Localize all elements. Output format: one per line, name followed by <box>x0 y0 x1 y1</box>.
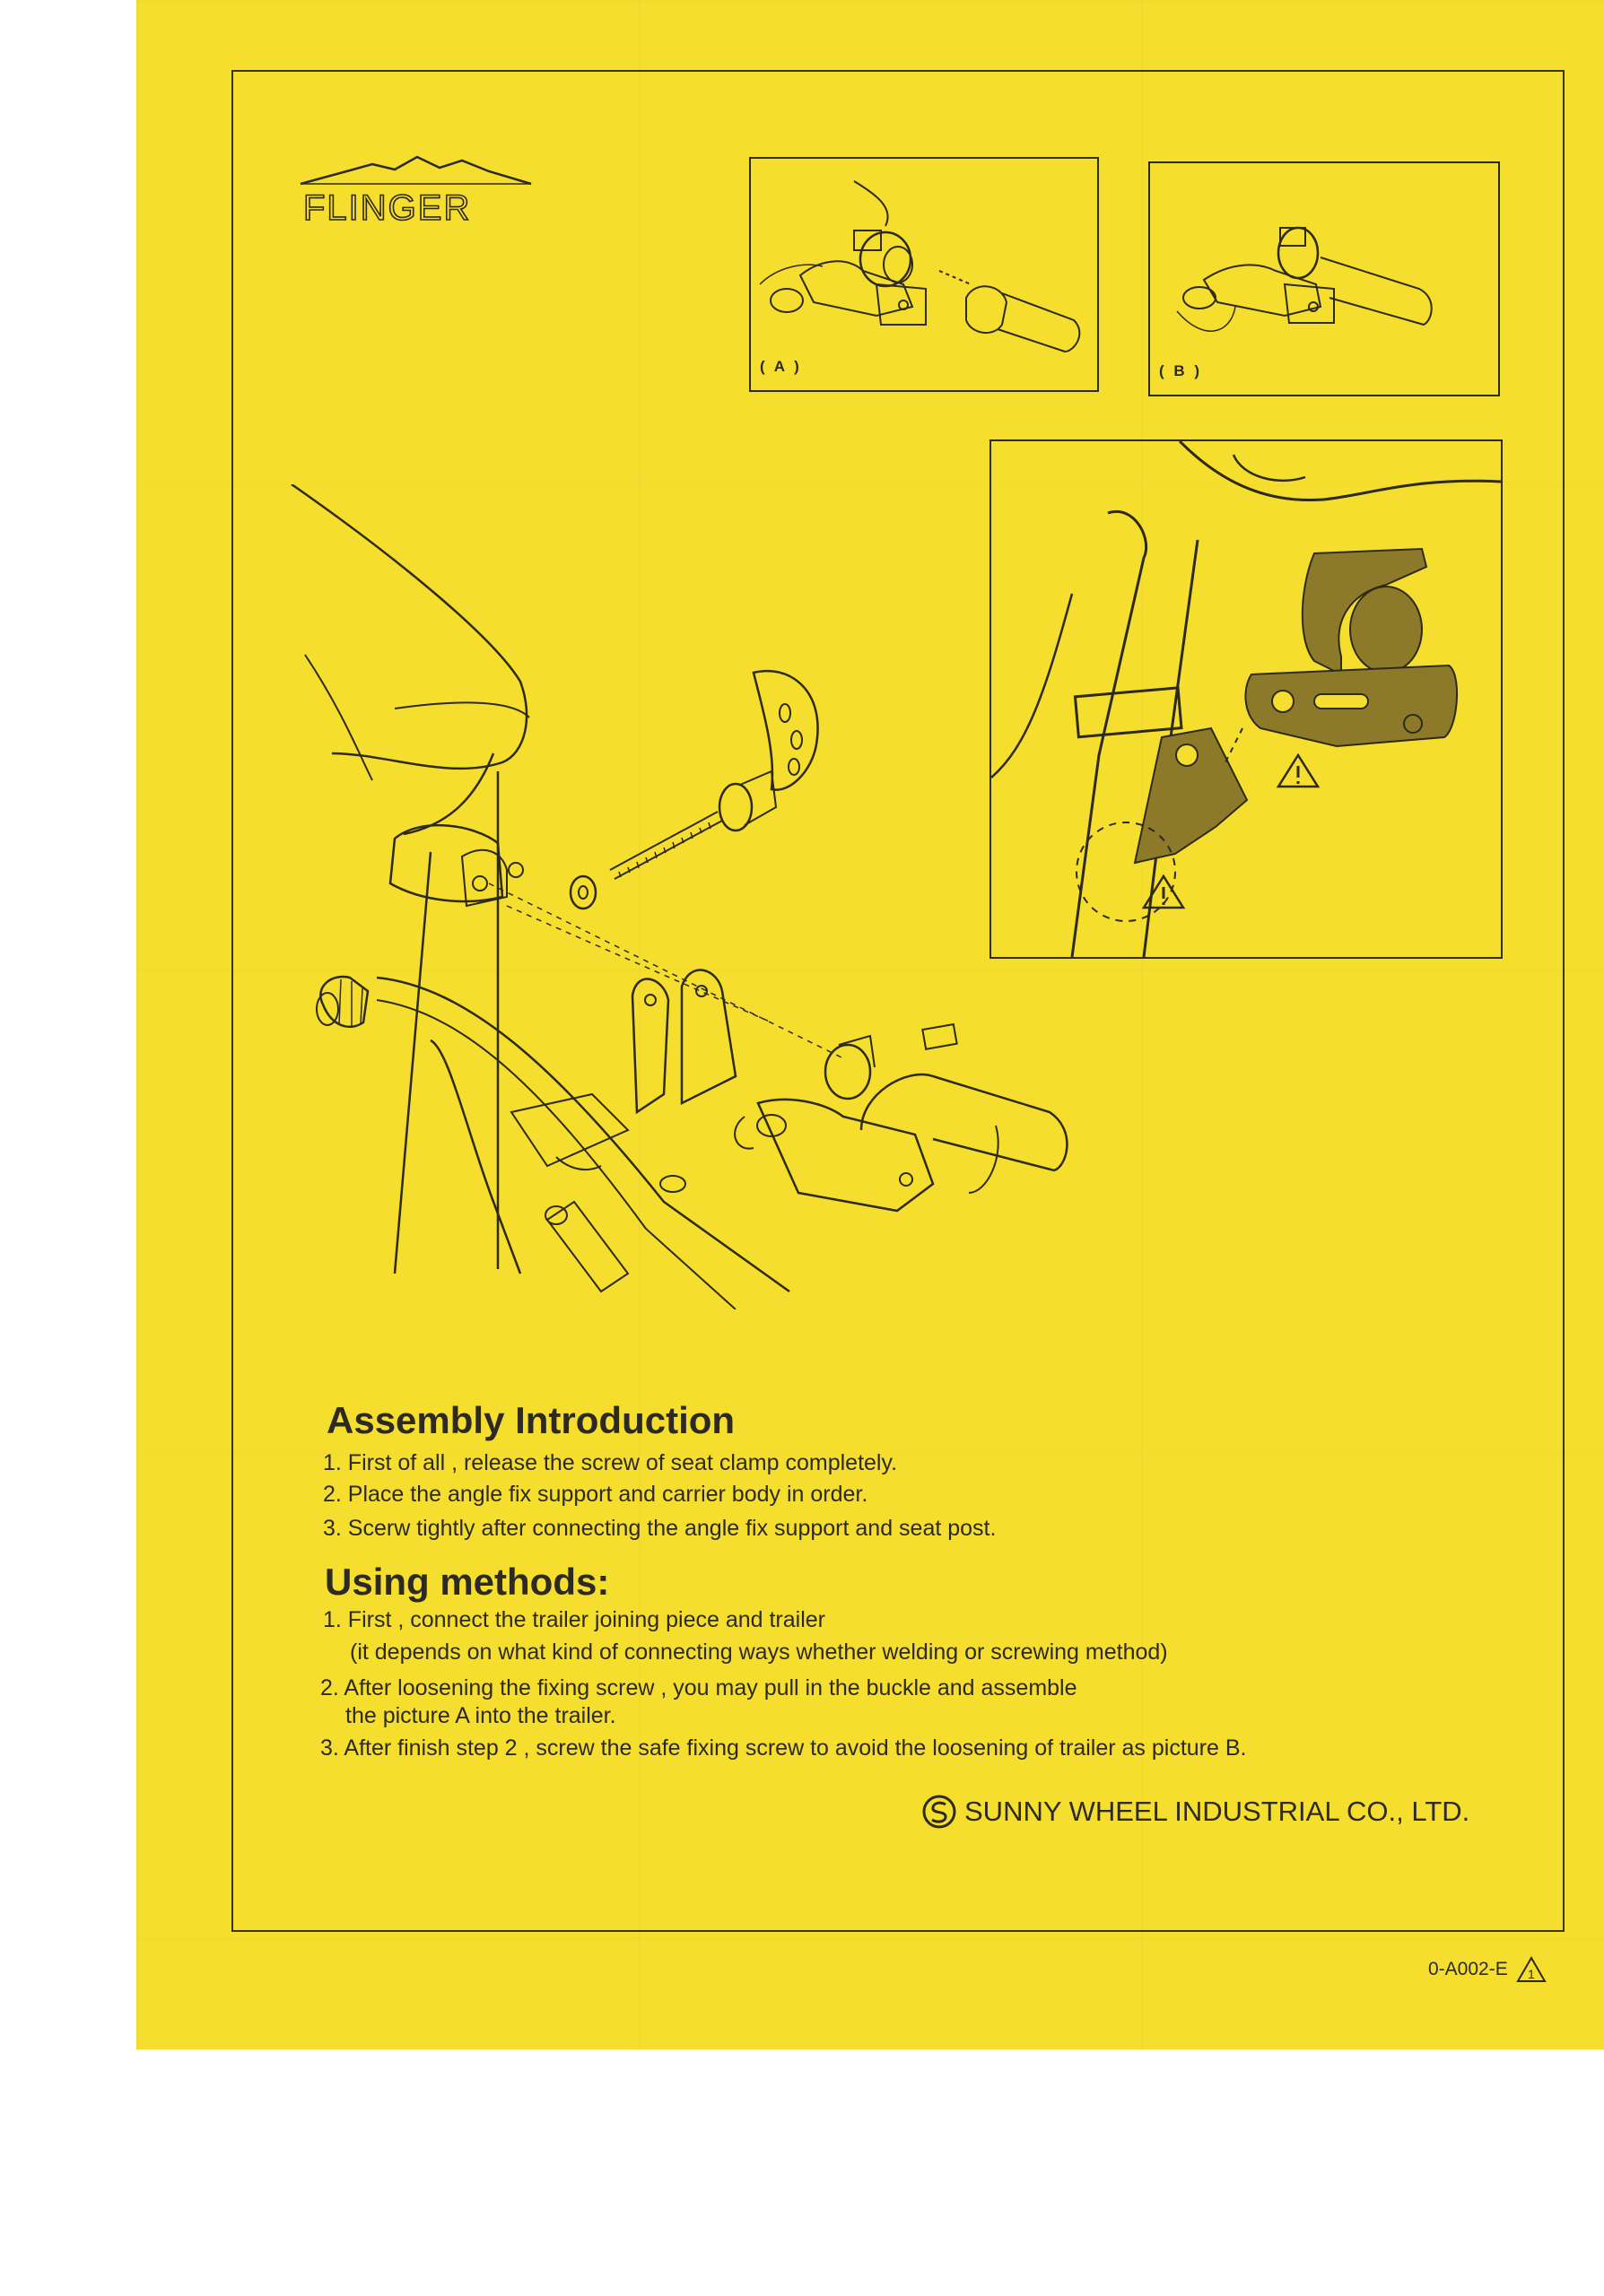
using-line-3: 2. After loosening the fixing screw , you may pull in the buckle and assemble <box>320 1675 1077 1700</box>
using-line-5: 3. After finish step 2 , screw the safe fixing screw to avoid the loosening of trailer as picture B. <box>320 1735 1247 1761</box>
assembly-heading: Assembly Introduction <box>327 1399 736 1441</box>
flinger-logo <box>296 148 538 224</box>
assembly-step-2: 2. Place the angle fix support and carrier body in order. <box>323 1482 868 1507</box>
logo-text: FLINGER <box>303 188 472 224</box>
using-line-1: 1. First , connect the trailer joining piece and trailer <box>323 1607 825 1632</box>
document-code-text: 0-A002-E <box>1428 1959 1508 1979</box>
warning-triangle-icon <box>1515 1955 1547 1984</box>
assembly-step-1: 1. First of all , release the screw of seat clamp completely. <box>323 1450 898 1475</box>
assembly-step-3: 3. Scerw tightly after connecting the angle fix support and seat post. <box>323 1516 997 1541</box>
assembly-illustration <box>287 484 1130 1309</box>
using-heading: Using methods: <box>325 1561 610 1603</box>
using-line-2: (it depends on what kind of connecting ways whether welding or screwing method) <box>350 1639 1168 1665</box>
document-code <box>1428 1955 1547 1984</box>
picture-b <box>1148 161 1500 396</box>
sunny-wheel-logo-icon <box>921 1794 957 1830</box>
warning-triangle-icon <box>1278 755 1318 787</box>
company-name <box>921 1794 1469 1830</box>
company-name-text: SUNNY WHEEL INDUSTRIAL CO., LTD. <box>964 1796 1470 1827</box>
picture-a-caption: ( A ) <box>760 358 802 375</box>
warning-number: 1 <box>1527 1967 1535 1981</box>
picture-b-caption: ( B ) <box>1159 362 1203 379</box>
using-line-4: the picture A into the trailer. <box>345 1703 616 1728</box>
picture-a <box>749 157 1099 392</box>
